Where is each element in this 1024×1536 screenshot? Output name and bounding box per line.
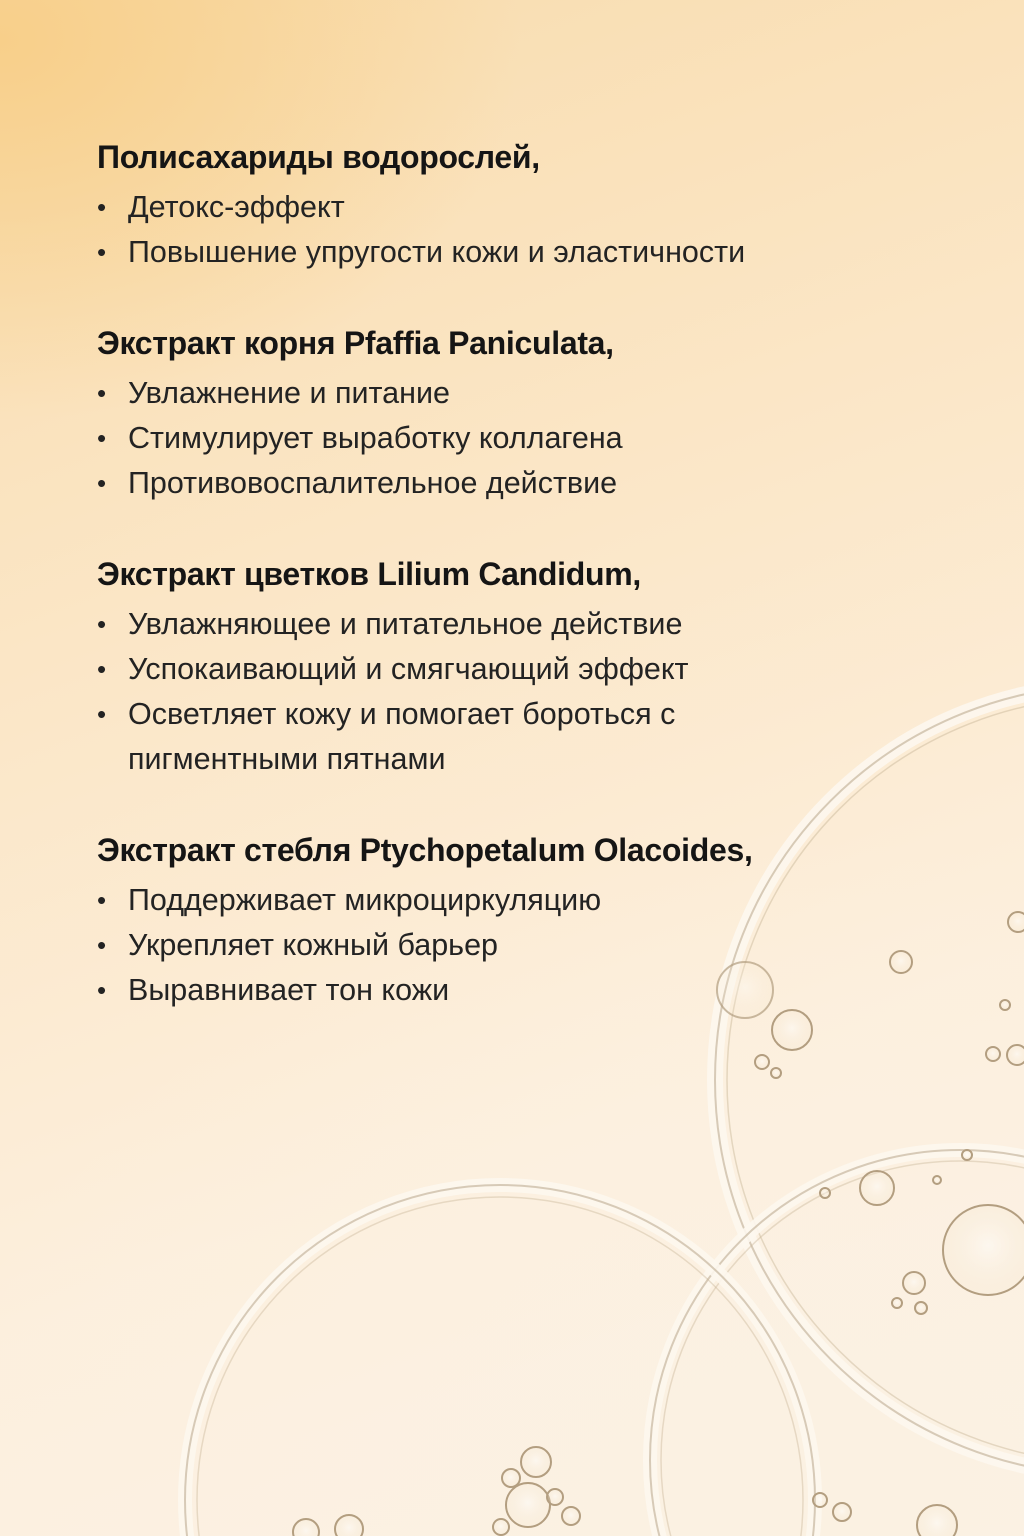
benefit-list	[97, 371, 937, 506]
ingredient-heading: Экстракт корня Pfaffia Paniculata,	[97, 325, 614, 361]
benefit-item: • Противовоспалительное действие	[97, 461, 937, 506]
ingredient-section-ptychopetalum	[97, 826, 937, 1013]
benefit-list	[97, 602, 717, 782]
ingredient-heading: Экстракт цветков Lilium Candidum,	[97, 556, 641, 592]
benefit-item: • Укрепляет кожный барьер	[97, 923, 937, 968]
benefit-item: • Увлажнение и питание	[97, 371, 937, 416]
benefit-item: • Успокаивающий и смягчающий эффект	[97, 647, 717, 692]
ingredients-list	[97, 133, 937, 1057]
large-circle-bottom-left	[185, 1185, 815, 1536]
large-circle-bottom-right	[650, 1150, 1024, 1536]
ingredient-heading: Экстракт стебля Ptychopetalum Olacoides,	[97, 832, 753, 868]
benefit-item: • Осветляет кожу и помогает бороться с пигментными пятнами	[97, 692, 717, 782]
benefit-item: • Поддерживает микроциркуляцию	[97, 878, 937, 923]
benefit-item: • Стимулирует выработку коллагена	[97, 416, 937, 461]
ingredient-heading: Полисахариды водорослей,	[97, 139, 540, 175]
benefit-item: • Выравнивает тон кожи	[97, 968, 937, 1013]
benefit-item: • Повышение упругости кожи и эластичности	[97, 230, 937, 275]
ingredient-section-pfaffia	[97, 319, 937, 506]
ingredient-section-lilium	[97, 550, 937, 782]
benefit-item: • Увлажняющее и питательное действие	[97, 602, 717, 647]
benefit-list	[97, 185, 937, 275]
benefit-list	[97, 878, 937, 1013]
ingredient-section-algae	[97, 133, 937, 275]
benefit-item: • Детокс-эффект	[97, 185, 937, 230]
